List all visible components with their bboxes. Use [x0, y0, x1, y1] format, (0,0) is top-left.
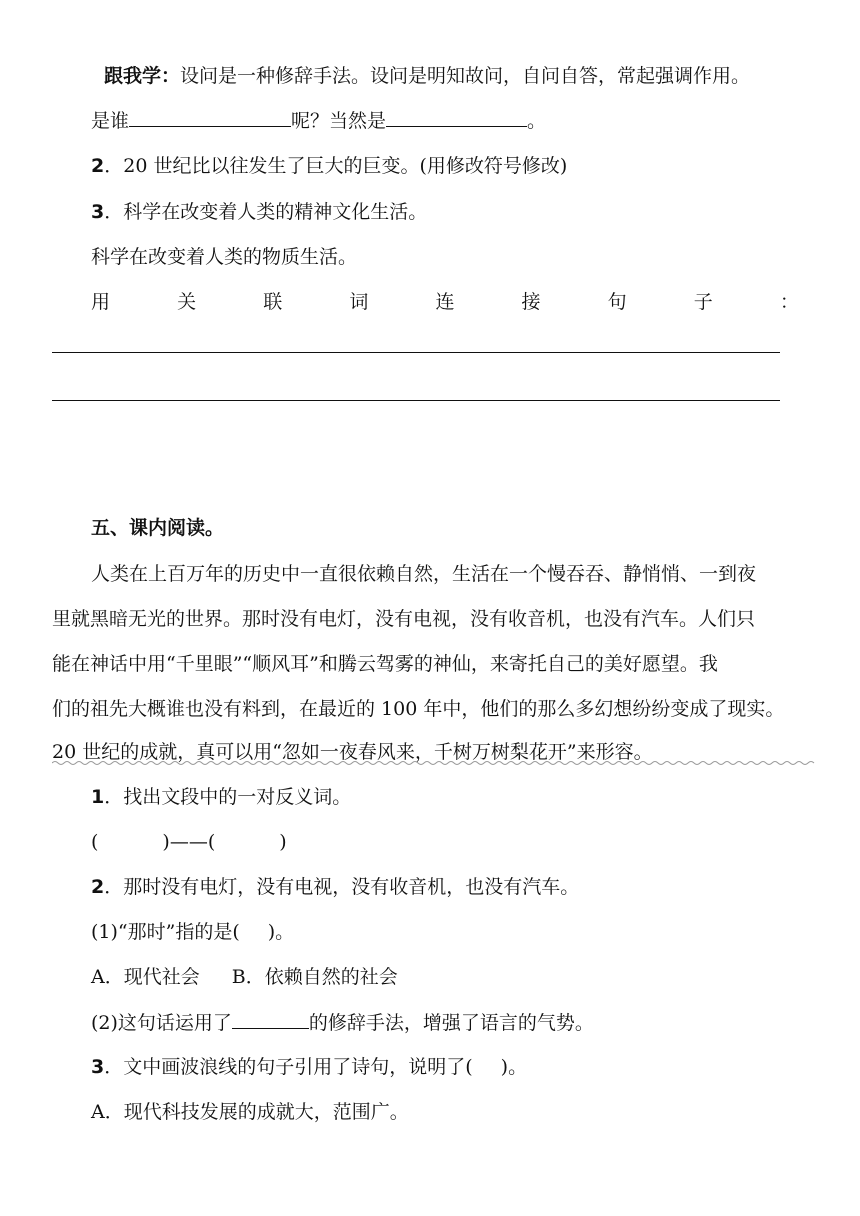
q1-fill-text-1: 是谁 — [91, 110, 130, 132]
paren-close: ) — [279, 831, 287, 853]
wavy-underline — [52, 760, 818, 766]
question-suffix: )。 — [500, 1056, 528, 1078]
question-text: ．找出文段中的一对反义词。 — [104, 786, 352, 808]
answer-blank-1[interactable] — [129, 106, 291, 127]
passage-line: 能在神话中用“千里眼”“顺风耳”和腾云驾雾的神仙，来寄托自己的美好愿望。我 — [52, 653, 718, 675]
instruction-char: 用 — [91, 291, 111, 313]
question-3-line-2 — [91, 243, 357, 271]
question-number: 2 — [91, 876, 105, 898]
rhetoric-blank[interactable] — [232, 1008, 309, 1029]
q1-fill-text-2: 呢？当然是 — [291, 110, 387, 132]
reading-question-2 — [91, 873, 579, 901]
instruction-char: 句 — [607, 291, 627, 313]
answer-line-2[interactable] — [52, 400, 780, 401]
answer-line-1[interactable] — [52, 352, 780, 353]
question-3 — [91, 198, 427, 226]
sub-question-1 — [91, 918, 294, 946]
instruction-char: 子 — [693, 291, 713, 313]
option-b: B．依赖自然的社会 — [231, 966, 398, 988]
question-number: 1 — [91, 786, 105, 808]
instruction-char: ： — [779, 291, 799, 313]
instruction-char: 连 — [435, 291, 455, 313]
antonym-answer-line — [91, 828, 287, 856]
passage-line: 们的祖先大概谁也没有料到，在最近的 100 年中，他们的那么多幻想纷纷变成了现实。 — [52, 698, 785, 720]
instruction-char: 接 — [521, 291, 541, 313]
question-text: ．文中画波浪线的句子引用了诗句，说明了( — [104, 1056, 473, 1078]
sub-question-suffix: )。 — [267, 921, 295, 943]
option-a: A．现代社会 — [91, 966, 200, 988]
tip-label: 跟我学： — [104, 65, 181, 87]
option-a-line: A．现代科技发展的成就大，范围广。 — [91, 1101, 409, 1123]
question-text: ．20 世纪比以往发生了巨大的巨变。(用修改符号修改) — [104, 155, 568, 177]
sub-question-2 — [91, 1008, 594, 1037]
sub-question-text: (1)“那时”指的是( — [91, 921, 240, 943]
question-number: 3 — [91, 1056, 105, 1078]
sub-question-text: (2)这句话运用了 — [91, 1012, 232, 1034]
tip-text: 设问是一种修辞手法。设问是明知故问，自问自答，常起强调作用。 — [180, 65, 751, 87]
answer-blank-2[interactable] — [386, 106, 527, 127]
connect-sentences-instruction — [91, 288, 799, 316]
reading-question-3 — [91, 1053, 527, 1081]
paren-open: ( — [91, 831, 99, 853]
sub-question-suffix: 的修辞手法，增强了语言的气势。 — [308, 1012, 594, 1034]
question-text: 科学在改变着人类的物质生活。 — [91, 246, 358, 268]
passage-line: 里就黑暗无光的世界。那时没有电灯，没有电视，没有收音机，也没有汽车。人们只 — [52, 608, 756, 630]
passage-line-wavy-underlined: 20 世纪的成就，真可以用“忽如一夜春风来，千树万树梨花开”来形容。 — [52, 741, 653, 763]
question-text: ．那时没有电灯，没有电视，没有收音机，也没有汽车。 — [104, 876, 580, 898]
q1-fill-text-3: 。 — [527, 110, 547, 132]
q1-fill-line — [91, 106, 546, 135]
tip-line — [104, 62, 750, 90]
passage-line: 人类在上百万年的历史中一直很依赖自然，生活在一个慢吞吞、静悄悄、一到夜 — [91, 563, 757, 585]
question-2 — [91, 152, 567, 180]
instruction-char: 联 — [263, 291, 283, 313]
options-line — [91, 963, 398, 991]
question-text: ．科学在改变着人类的精神文化生活。 — [104, 201, 428, 223]
section-heading: 五、课内阅读。 — [91, 517, 225, 539]
question-number: 2 — [91, 155, 105, 177]
reading-question-1 — [91, 783, 351, 811]
instruction-char: 词 — [349, 291, 369, 313]
instruction-char: 关 — [177, 291, 197, 313]
paren-mid: )——( — [162, 831, 216, 853]
question-number: 3 — [91, 201, 105, 223]
